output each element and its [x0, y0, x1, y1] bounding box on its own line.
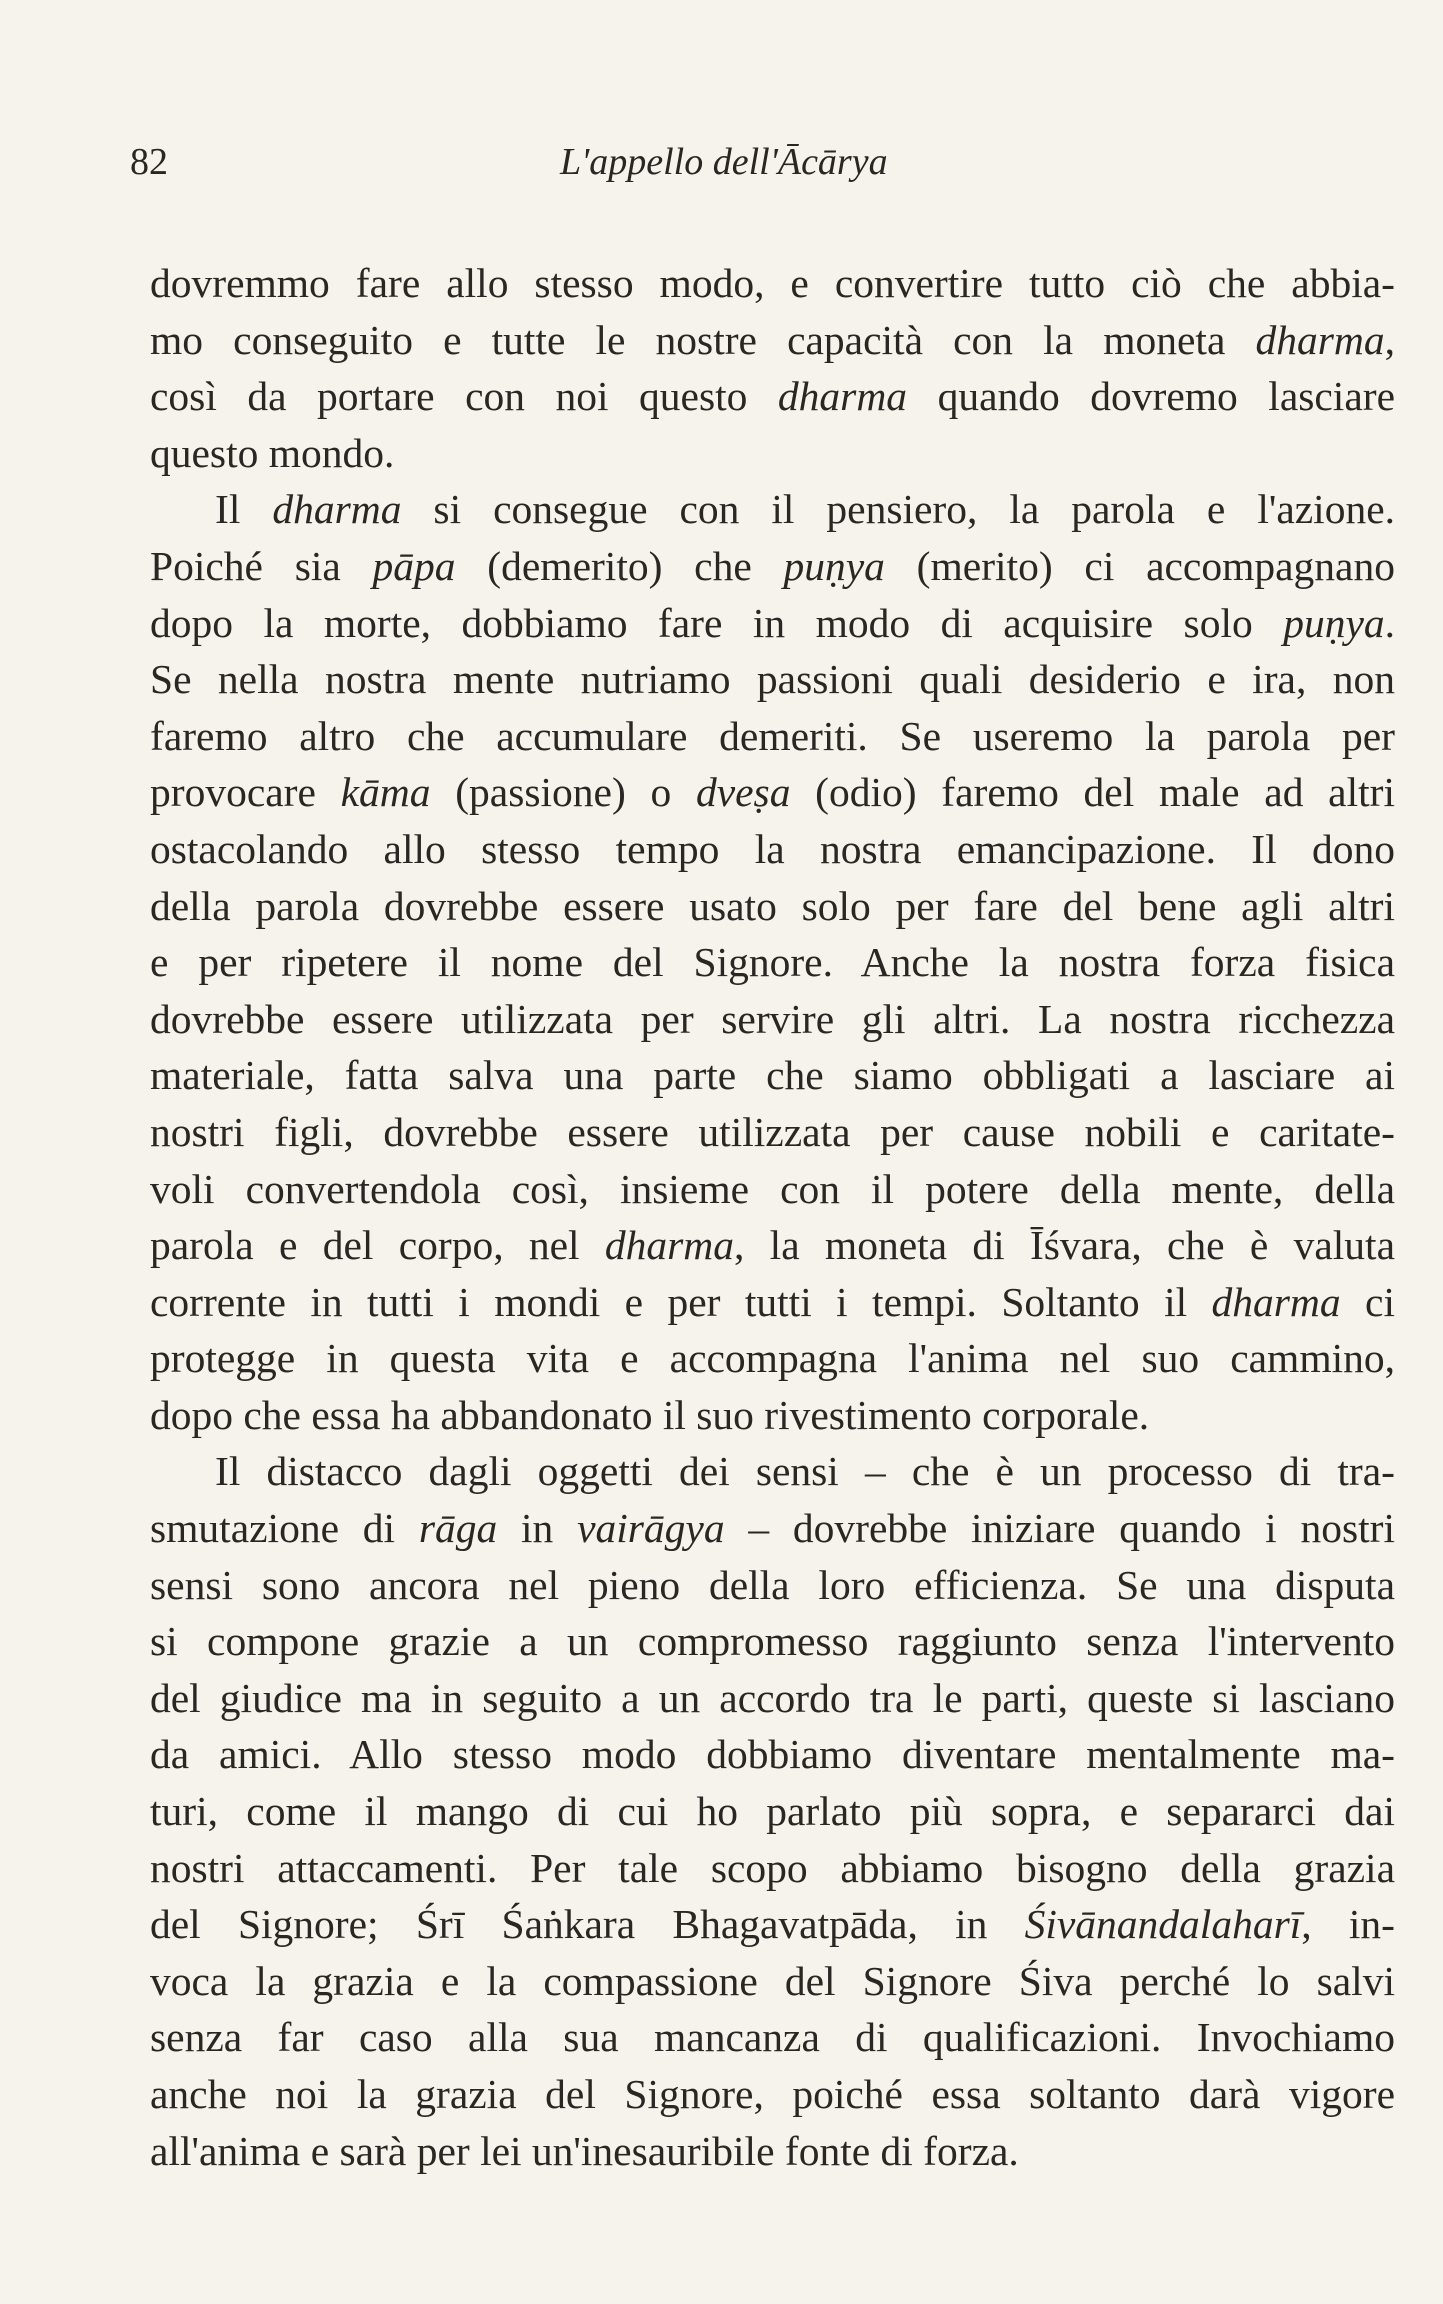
text-line — [150, 255, 1395, 312]
text-segment: questo mondo. — [150, 429, 395, 476]
text-line — [150, 1443, 1395, 1500]
text-segment: turi, come il mango di cui ho parlato più sopra, e separarci dai — [150, 1788, 1395, 1835]
text-segment: ci — [1340, 1278, 1396, 1325]
text-segment: , — [1384, 316, 1395, 363]
italic-term: kāma — [340, 769, 431, 816]
text-segment: protegge in questa vita e accompagna l'anima nel suo cammino, — [150, 1335, 1395, 1382]
text-line — [150, 2123, 1395, 2180]
text-segment: del Signore; Śrī Śaṅkara Bhagavatpāda, in — [150, 1901, 1025, 1948]
text-segment: dopo la morte, dobbiamo fare in modo di acquisire solo — [150, 599, 1284, 646]
text-segment: quando dovremo lasciare — [907, 373, 1395, 420]
text-segment: (merito) ci accompagnano — [884, 542, 1395, 589]
text-segment: in — [497, 1505, 578, 1552]
body-text — [150, 255, 1395, 2179]
text-segment: parola e del corpo, nel — [150, 1222, 605, 1269]
text-segment: senza far caso alla sua mancanza di qualificazioni. Invochiamo — [150, 2014, 1395, 2061]
text-segment: smutazione di — [150, 1505, 419, 1552]
text-line — [150, 1726, 1395, 1783]
text-line — [150, 595, 1395, 652]
text-line — [150, 1783, 1395, 1840]
text-line — [150, 708, 1395, 765]
text-line — [150, 934, 1395, 991]
text-line — [150, 1161, 1395, 1218]
text-line — [150, 991, 1395, 1048]
text-segment: dopo che essa ha abbandonato il suo rivestimento corporale. — [150, 1391, 1150, 1438]
italic-term: dharma — [1255, 316, 1385, 363]
italic-term: puṇya — [1283, 599, 1385, 646]
text-line — [150, 764, 1395, 821]
text-segment: Il — [215, 486, 273, 533]
text-segment: . — [1384, 599, 1395, 646]
text-segment: della parola dovrebbe essere usato solo per fare del bene agli altri — [150, 882, 1395, 929]
text-segment: (passione) o — [430, 769, 696, 816]
text-line — [150, 1104, 1395, 1161]
italic-term: dveṣa — [695, 769, 791, 816]
italic-term: pāpa — [372, 542, 456, 589]
text-segment: dovremmo fare allo stesso modo, e convertire tutto ciò che abbia- — [150, 260, 1395, 306]
text-line — [150, 1613, 1395, 1670]
text-line — [150, 312, 1395, 369]
text-line — [150, 1387, 1395, 1444]
text-line — [150, 1840, 1395, 1897]
text-line — [150, 878, 1395, 935]
text-line — [150, 2066, 1395, 2123]
text-line — [150, 1217, 1395, 1274]
text-line — [150, 1896, 1395, 1953]
text-segment: voca la grazia e la compassione del Signore Śiva perché lo salvi — [150, 1957, 1395, 2004]
text-segment: nostri figli, dovrebbe essere utilizzata per cause nobili e caritate- — [150, 1108, 1395, 1155]
text-segment: (odio) faremo del male ad altri — [790, 769, 1396, 816]
text-line — [150, 425, 1395, 482]
text-segment: da amici. Allo stesso modo dobbiamo diventare mentalmente ma- — [150, 1731, 1395, 1778]
text-line — [150, 481, 1395, 538]
text-segment: così da portare con noi questo — [150, 373, 778, 420]
text-segment: si compone grazie a un compromesso raggiunto senza l'intervento — [150, 1618, 1395, 1665]
text-segment: Il distacco dagli oggetti dei sensi – che è un processo di tra- — [215, 1448, 1395, 1495]
text-segment: materiale, fatta salva una parte che siamo obbligati a lasciare ai — [150, 1052, 1395, 1099]
text-segment: sensi sono ancora nel pieno della loro efficienza. Se una disputa — [150, 1561, 1395, 1608]
text-line — [150, 1274, 1395, 1331]
text-line — [150, 1500, 1395, 1557]
text-line — [150, 1953, 1395, 2010]
text-line — [150, 1670, 1395, 1727]
text-line — [150, 821, 1395, 878]
italic-term: vairāgya — [577, 1505, 725, 1552]
italic-term: puṇya — [783, 542, 885, 589]
text-segment: ostacolando allo stesso tempo la nostra emancipazione. Il dono — [150, 825, 1395, 872]
italic-term: dharma — [1211, 1278, 1341, 1325]
text-line — [150, 1047, 1395, 1104]
text-segment: e per ripetere il nome del Signore. Anche la nostra forza fisica — [150, 939, 1395, 986]
page-number: 82 — [130, 141, 168, 183]
text-segment: – dovrebbe iniziare quando i nostri — [724, 1505, 1396, 1552]
text-segment: dovrebbe essere utilizzata per servire gli altri. La nostra ricchezza — [150, 995, 1395, 1042]
text-line — [150, 1557, 1395, 1614]
text-segment: Se nella nostra mente nutriamo passioni quali desiderio e ira, non — [150, 656, 1395, 703]
text-segment: , in- — [1301, 1901, 1395, 1948]
text-line — [150, 368, 1395, 425]
italic-term: rāga — [418, 1505, 498, 1552]
running-title: L'appello dell'Ācārya — [560, 141, 888, 183]
italic-term: Śivānandalaharī — [1024, 1901, 1302, 1948]
text-segment: si consegue con il pensiero, la parola e l'azione. — [401, 486, 1395, 533]
text-segment: , la moneta di Īśvara, che è valuta — [734, 1222, 1396, 1269]
text-line — [150, 1330, 1395, 1387]
text-segment: anche noi la grazia del Signore, poiché essa soltanto darà vigore — [150, 2071, 1395, 2117]
italic-term: dharma — [272, 486, 402, 533]
text-segment: Poiché sia — [150, 542, 373, 589]
text-segment: all'anima e sarà per lei un'inesauribile fonte di forza. — [150, 2127, 1019, 2174]
text-segment: mo conseguito e tutte le nostre capacità con la moneta — [150, 316, 1256, 363]
text-segment: voli convertendola così, insieme con il potere della mente, della — [150, 1165, 1395, 1212]
italic-term: dharma — [777, 373, 908, 420]
text-segment: del giudice ma in seguito a un accordo tra le parti, queste si lasciano — [150, 1674, 1395, 1721]
text-segment: provocare — [150, 769, 341, 816]
text-segment: (demerito) che — [455, 542, 784, 589]
text-line — [150, 2009, 1395, 2066]
italic-term: dharma — [604, 1222, 734, 1269]
text-segment: nostri attaccamenti. Per tale scopo abbiamo bisogno della grazia — [150, 1844, 1395, 1891]
page-header — [130, 140, 1370, 200]
text-segment: faremo altro che accumulare demeriti. Se useremo la parola per — [150, 712, 1395, 759]
text-line — [150, 651, 1395, 708]
text-line — [150, 538, 1395, 595]
text-segment: corrente in tutti i mondi e per tutti i tempi. Soltanto il — [150, 1278, 1212, 1325]
